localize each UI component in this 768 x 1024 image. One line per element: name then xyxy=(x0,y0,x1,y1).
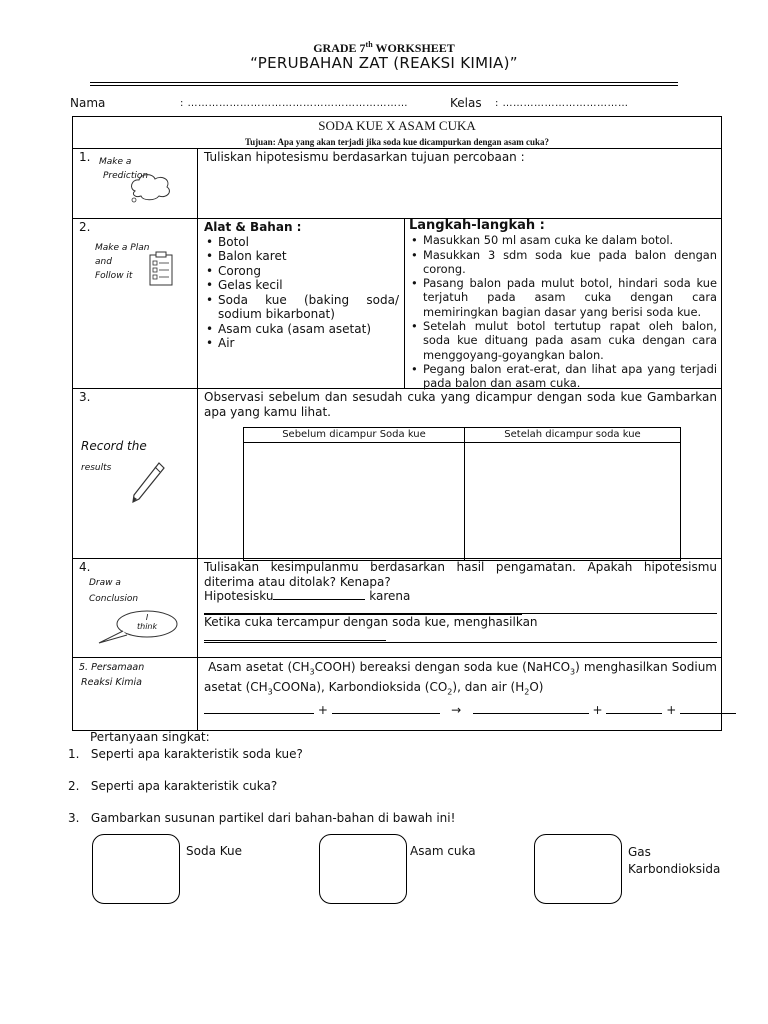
steps-title: Langkah-langkah : xyxy=(409,218,545,233)
question-1: 1. Seperti apa karakteristik soda kue? xyxy=(68,747,303,761)
list-item: • Balon karet xyxy=(218,249,399,264)
result-line: Ketika cuka tercampur dengan soda kue, menghasilkan xyxy=(204,615,717,644)
list-item: • Gelas kecil xyxy=(218,278,399,293)
row3-number: 3. xyxy=(79,390,91,404)
reaction-equation-blanks: + → + + xyxy=(204,703,717,718)
header-rule xyxy=(90,82,678,83)
observation-prompt: Observasi sebelum dan sesudah cuka yang dicampur dengan soda kue Gambarkan apa yang kamu lihat. xyxy=(204,390,717,419)
steps-section xyxy=(409,219,717,391)
result-blank[interactable] xyxy=(204,630,386,641)
worksheet-grade: GRADE 7th WORKSHEET xyxy=(313,40,455,55)
row1-number: 1. xyxy=(79,150,91,164)
hypothesis-answer-area[interactable] xyxy=(201,167,717,215)
list-item: • Pasang balon pada mulut botol, hindari soda kue terjatuh pada asam cuka dengan cara memiringkan bagian dasar yang berisi soda kue. xyxy=(423,276,717,319)
nama-label: Nama xyxy=(70,96,106,110)
arrow-icon: → xyxy=(451,703,462,717)
hypothesis-prompt: Tuliskan hipotesismu berdasarkan tujuan percobaan : xyxy=(204,150,525,164)
plan-icon: Make a Plan and Follow it xyxy=(95,243,150,281)
worksheet-title: “PERUBAHAN ZAT (REAKSI KIMIA)” xyxy=(250,54,518,72)
product-blank-2[interactable] xyxy=(606,703,662,714)
list-item: • Masukkan 50 ml asam cuka ke dalam botol. xyxy=(423,233,717,247)
speech-bubble-text: I think xyxy=(137,613,158,631)
soda-kue-drawing-box[interactable] xyxy=(92,834,180,904)
gas-drawing-box[interactable] xyxy=(534,834,622,904)
hypothesis-line: Hipotesisku karena xyxy=(204,589,717,618)
list-item: • Pegang balon erat-erat, dan lihat apa yang terjadi pada balon dan asam cuka. xyxy=(423,362,717,391)
asam-cuka-label: Asam cuka xyxy=(410,844,476,858)
list-item: • Corong xyxy=(218,264,399,279)
list-item: • Air xyxy=(218,336,399,351)
kelas-field[interactable]: : ……………………………… xyxy=(495,98,629,109)
equation-label: 5. Persamaan Reaksi Kimia xyxy=(79,662,145,688)
materials-title: Alat & Bahan : xyxy=(204,220,302,234)
record-icon: Record the results xyxy=(81,439,147,473)
table-objective: Tujuan: Apa yang akan terjadi jika soda kue dicampurkan dengan asam cuka? xyxy=(245,137,549,147)
questions-heading: Pertanyaan singkat: xyxy=(90,730,210,744)
identity-row xyxy=(70,96,710,112)
materials-section xyxy=(204,220,399,351)
after-drawing-area[interactable] xyxy=(467,444,678,558)
asam-cuka-drawing-box[interactable] xyxy=(319,834,407,904)
nama-field[interactable]: : ……………………………………………………… xyxy=(180,98,409,109)
answer-line[interactable] xyxy=(204,642,717,643)
list-item: • Setelah mulut botol tertutup rapat oleh balon, soda kue dituang pada asam cuka dengan cara menggoyang-goyangkan balon. xyxy=(423,319,717,362)
reaction-description: Asam asetat $(CH_3COOH)$ bereaksi dengan soda kue (NaHCO$_3$) menghasilkan Sodium asetat $(CH_3COONa)$, Karbondioksida $(CO_2)$, dan air $(H_2O)$ xyxy=(204,660,717,697)
before-column-header: Sebelum dicampur Soda kue xyxy=(282,429,426,440)
question-2: 2. Seperti apa karakteristik cuka? xyxy=(68,779,278,793)
list-item: • Masukkan 3 sdm soda kue pada balon dengan corong. xyxy=(423,248,717,277)
activity-table xyxy=(72,116,722,731)
kelas-label: Kelas xyxy=(450,96,482,110)
product-blank-3[interactable] xyxy=(680,703,736,714)
pencil-icon xyxy=(129,461,165,507)
hypothesis-blank[interactable] xyxy=(273,589,365,600)
before-drawing-area[interactable] xyxy=(246,444,462,558)
conclusion-icon: Draw a Conclusion xyxy=(89,578,139,604)
observation-table xyxy=(243,427,681,561)
soda-kue-label: Soda Kue xyxy=(186,844,243,858)
materials-list xyxy=(204,235,399,351)
checklist-icon xyxy=(149,251,175,287)
after-column-header: Setelah dicampur soda kue xyxy=(504,429,641,440)
question-3: 3. Gambarkan susunan partikel dari bahan-bahan di bawah ini! xyxy=(68,811,456,825)
answer-line[interactable] xyxy=(204,613,717,614)
list-item: • Botol xyxy=(218,235,399,250)
product-blank-1[interactable] xyxy=(473,703,589,714)
gas-label: Gas Karbondioksida xyxy=(628,845,721,876)
table-title: SODA KUE X ASAM CUKA xyxy=(318,118,476,133)
row4-number: 4. xyxy=(79,560,91,574)
header-rule xyxy=(90,85,678,86)
conclusion-prompt: Tulisakan kesimpulanmu berdasarkan hasil pengamatan. Apakah hipotesismu diterima atau ditolak? Kenapa? xyxy=(204,560,717,589)
row2-number: 2. xyxy=(79,220,91,234)
thought-cloud-icon xyxy=(129,171,175,201)
reactant-blank-1[interactable] xyxy=(204,703,314,714)
reactant-blank-2[interactable] xyxy=(332,703,440,714)
prediction-icon: Make a Prediction xyxy=(99,157,149,181)
list-item: • Asam cuka (asam asetat) xyxy=(218,322,399,337)
list-item: • Soda kue (baking soda/ sodium bikarbonat) xyxy=(218,293,399,322)
steps-list xyxy=(409,233,717,390)
